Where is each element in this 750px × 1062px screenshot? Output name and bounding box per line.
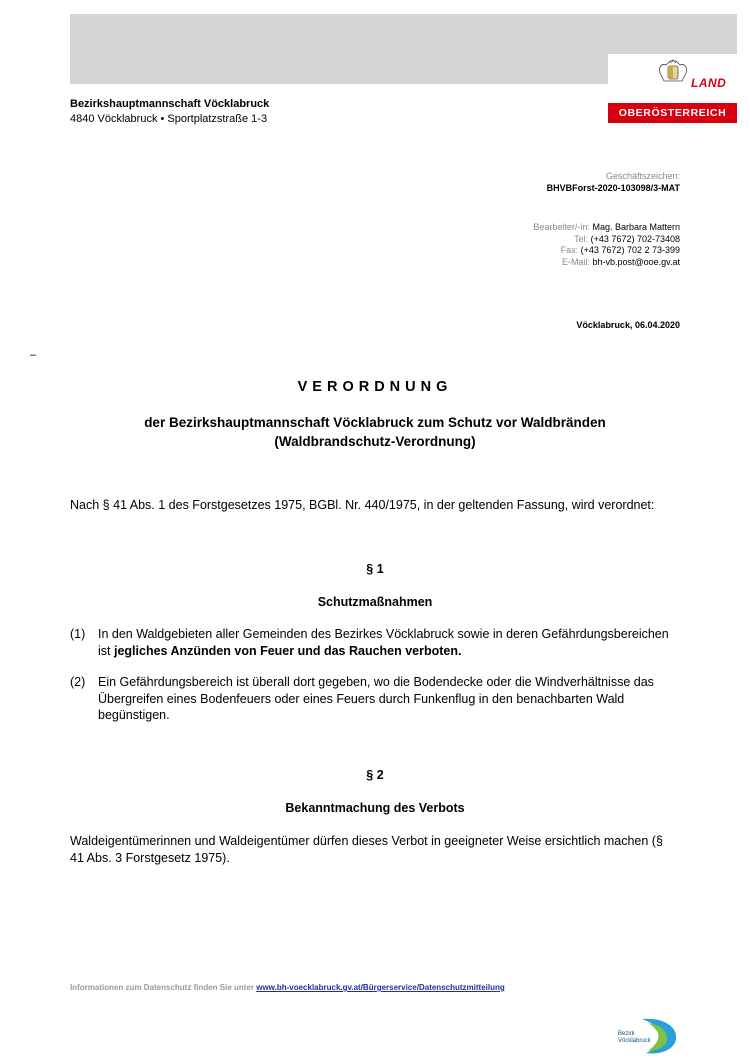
intro-paragraph: Nach § 41 Abs. 1 des Forstgesetzes 1975, BGBl. Nr. 440/1975, in der geltenden Fassung, wird verordnet: <box>70 498 655 512</box>
email-value: bh-vb.post@ooe.gv.at <box>592 256 680 267</box>
privacy-link[interactable]: www.bh-voecklabruck.gv.at/Bürgerservice/Datenschutzmitteilung <box>256 983 505 992</box>
email-line <box>533 257 680 269</box>
fax-label: Fax: <box>560 245 579 255</box>
clerk-label: Bearbeiter/-in: <box>533 222 590 232</box>
tel-label: Tel: <box>574 233 589 244</box>
item-text: Ein Gefährdungsbereich ist überall dort gegeben, wo die Bodendecke oder die Windverhältnisse das Übergreifen eines Bodenfeuers oder eines Feuers durch Funkenflug in den benachbarten Wald begünstigen. <box>98 675 654 722</box>
section-1-item-1 <box>70 626 680 659</box>
section-1-heading: Schutzmaßnahmen <box>317 595 433 609</box>
item-text <box>98 626 680 659</box>
document-title: VERORDNUNG <box>297 379 453 395</box>
logo-land-text: LAND <box>691 76 727 90</box>
fax-line <box>533 245 680 257</box>
section-2-paragraph: Waldeigentümerinnen und Waldeigentümer dürfen dieses Verbot in geeigneter Weise ersichtlich machen (§ 41 Abs. 3 Forstgesetz 1975). <box>70 834 663 865</box>
clerk-value: Mag. Barbara Mattern <box>592 222 680 232</box>
land-ooe-logo <box>608 54 737 123</box>
bezirk-logo-line1: Bezirk <box>618 1031 635 1037</box>
reference-value: BHVBForst-2020-103098/3-MAT <box>546 182 680 193</box>
item-number: (1) <box>70 627 86 641</box>
logo-ooe-text: OBERÖSTERREICH <box>618 107 727 119</box>
section-2-number: § 2 <box>366 768 384 782</box>
tel-line <box>533 234 680 246</box>
tel-value: (+43 7672) 702-73408 <box>590 233 680 244</box>
footer-text: Informationen zum Datenschutz finden Sie unter <box>70 983 257 992</box>
item-number: (2) <box>70 675 86 689</box>
subtitle-line-1: der Bezirkshauptmannschaft Vöcklabruck zum Schutz vor Waldbränden <box>144 415 606 430</box>
bezirk-logo-icon <box>612 1015 682 1057</box>
clerk-line <box>533 222 680 234</box>
document-subtitle <box>70 413 680 451</box>
reference-block <box>547 171 680 194</box>
authority-name: Bezirkshauptmannschaft Vöcklabruck <box>70 98 270 110</box>
bezirk-logo <box>612 1015 682 1057</box>
reference-label: Geschäftszeichen: <box>605 171 680 181</box>
margin-mark: – <box>30 349 37 361</box>
section-1-item-2 <box>70 674 680 724</box>
bezirk-logo-line2: Vöcklabruck <box>618 1038 651 1044</box>
section-2-heading: Bekanntmachung des Verbots <box>285 801 465 815</box>
place-date: Vöcklabruck, 06.04.2020 <box>576 320 680 330</box>
coat-of-arms-icon <box>656 57 690 89</box>
email-label: E-Mail: <box>561 256 590 267</box>
privacy-footer <box>70 983 505 992</box>
fax-value: (+43 7672) 702 2 73-399 <box>580 245 680 255</box>
contact-block <box>533 222 680 268</box>
subtitle-line-2: (Waldbrandschutz-Verordnung) <box>274 434 476 449</box>
item-text-plain: In den Waldgebieten aller Gemeinden des Bezirkes Vöcklabruck sowie in deren Gefährdungsbereichen ist <box>98 627 669 658</box>
authority-address: 4840 Vöcklabruck • Sportplatzstraße 1-3 <box>70 113 268 125</box>
section-1-number: § 1 <box>366 562 384 576</box>
item-text-emphasis: jegliches Anzünden von Feuer und das Rauchen verboten. <box>113 643 462 658</box>
